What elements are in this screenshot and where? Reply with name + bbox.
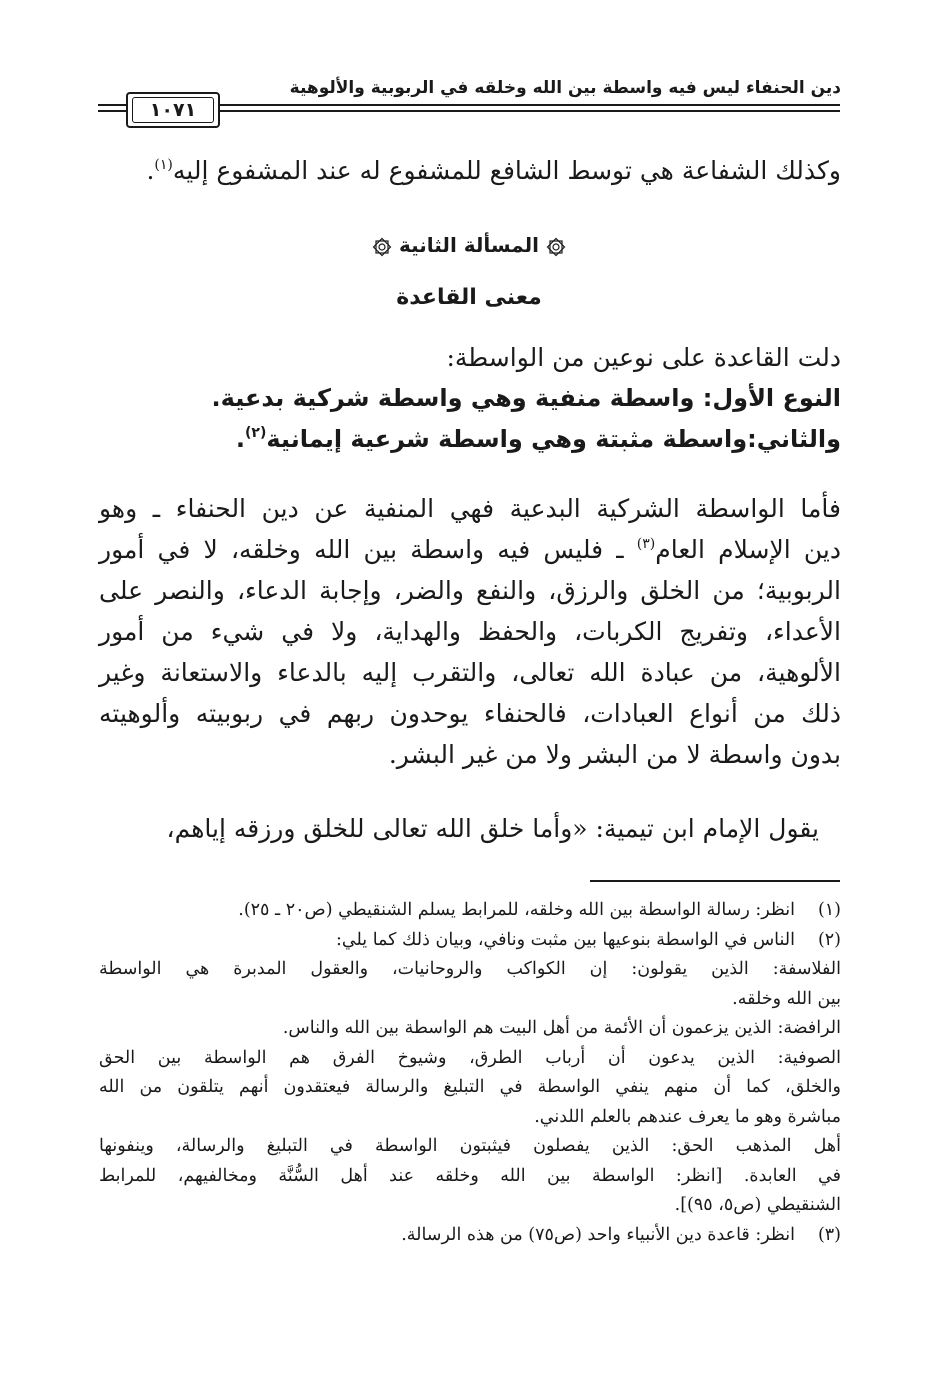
footnote-text: الناس في الواسطة بنوعيها بين مثبت ونافي، وبيان ذلك كما يلي: [336,929,795,950]
quote-line: يقول الإمام ابن تيمية: «وأما خلق الله تعالى للخلق ورزقه إياهم، [166,814,819,843]
paragraph-line-7: بدون واسطة لا من البشر ولا من غير البشر. [388,740,841,769]
paragraph-line-1: فأما الواسطة الشركية البدعية فهي المنفية عن دين الحنفاء ـ وهو [99,494,841,523]
footnote-text: انظر: قاعدة دين الأنبياء واحد (ص٧٥) من هذه الرسالة. [401,1224,795,1245]
footnote-line: مباشرة وهو ما يعرف عندهم بالعلم اللدني. [534,1106,841,1127]
footnote-line: في العابدة. [انظر: الواسطة بين الله وخلقه عند أهل السُّنَّة ومخالفيهم، للمرابط [99,1165,841,1186]
footnote-number: (٢) [817,929,841,950]
footnote-line: الفلاسفة: الذين يقولون: إن الكواكب والروحانيات، والعقول المدبرة هي الواسطة [99,959,841,979]
types-lead: دلت القاعدة على نوعين من الواسطة: [446,343,841,372]
footnote-number: (٣) [817,1224,841,1245]
footnote-separator [590,880,840,882]
footnote-ref-2: (٢) [245,425,267,441]
main-paragraph [99,488,841,775]
section-subtitle: معنى القاعدة [396,285,542,310]
footnotes [99,896,841,1250]
paragraph-line-2: دين الإسلام العام$^{(٣)}$ ـ فليس فيه واسطة بين الله وخلقه، لا في أمور [99,535,842,564]
intro-end: . [146,156,155,185]
footnote-2 [99,926,841,956]
section-title [98,233,840,258]
footnote-ref-3: (٣) [636,536,656,552]
footnote-line: الصوفية: الذين يدعون أن أرباب الطرق، وشيوخ الفرق هم الواسطة بين الحق [99,1047,841,1068]
types-block: دلت القاعدة على نوعين من الواسطة: النوع الأول: واسطة منفية وهي واسطة شركية بدعية. والثاني:واسطة مثبتة وهي واسطة شرعية إيمانية$^{(٢)}$. [99,337,841,460]
section-title-text: المسألة الثانية [398,233,540,257]
footnote-3 [99,1221,841,1251]
footnote-line: والخلق، كما أن منهم ينفي الواسطة في التبليغ والرسالة فيعتقدون أنهم يتلقون من الله [99,1077,841,1097]
footnote-text: انظر: رسالة الواسطة بين الله وخلقه، للمرابط يسلم الشنقيطي (ص٢٠ ـ ٢٥). [238,900,795,920]
intro-text: وكذلك الشفاعة هي توسط الشافع للمشفوع له عند المشفوع إليه [172,156,841,185]
footnote-line: بين الله وخلقه. [732,988,841,1009]
type-second: والثاني:واسطة مثبتة وهي واسطة شرعية إيمانية [266,425,841,453]
page-number-frame [126,92,220,128]
footnote-line: الشنقيطي (ص٥، ٩٥)]. [674,1195,841,1215]
paragraph-line-4: الأعداء، وتفريج الكربات، والحفظ والهداية، ولا في شيء من أمور [99,617,841,646]
ornament-left-icon [545,236,567,258]
footnote-line: أهل المذهب الحق: الذين يفصلون فيثبتون الواسطة في التبليغ والرسالة، وينفونها [99,1136,841,1156]
type-first: النوع الأول: واسطة منفية وهي واسطة شركية بدعية. [211,384,841,412]
footnote-2-details [99,955,841,1221]
paragraph-line-5: الألوهية، من عبادة الله تعالى، والتقرب إليه بالدعاء والاستعانة وغير [99,658,841,687]
intro-line [99,150,841,191]
footnote-ref-1: (١) [154,157,173,173]
paragraph-line-6: ذلك من أنواع العبادات، فالحنفاء يوحدون ربهم في ربوبيته وألوهيته [99,699,841,728]
footnote-1 [99,896,841,926]
footnote-line: الرافضة: الذين يزعمون أن الأئمة من أهل البيت هم الواسطة بين الله والناس. [282,1018,841,1038]
ornament-right-icon [371,236,393,258]
page-number: ١٠٧١ [132,97,214,123]
running-title: دين الحنفاء ليس فيه واسطة بين الله وخلقه في الربوبية والألوهية [289,78,841,98]
paragraph-line-3: الربوبية؛ من الخلق والرزق، والنفع والضر، وإجابة الدعاء، والنصر على [99,576,841,605]
footnote-number: (١) [817,900,841,920]
